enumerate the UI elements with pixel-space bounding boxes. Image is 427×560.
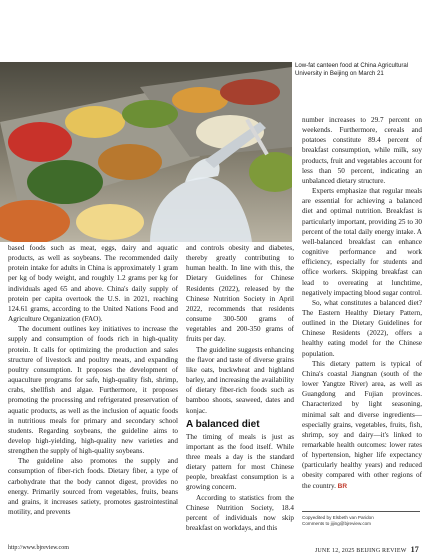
footer-issue [315, 545, 419, 554]
paragraph: based foods such as meat, eggs, dairy and aquatic products, as well as soybeans. The recommended daily protein intake for adults in China is approximately 1 gram per kg of body weight, and roughly 1.2 grams per kg for individuals aged 65 and above. China's daily supply of protein per capita overtook the U.S. in 2021, reaching 124.61 grams, according to the United Nations Food and Agriculture Organization (FAO). [8, 244, 178, 324]
end-mark: BR [337, 482, 348, 490]
paragraph: The guideline suggests enhancing the flavor and taste of diverse grains like oats, buckwheat and highland barley, and increasing the availability of dietary fiber-rich foods such as bamboo shoots, seaweed, dates and konjac. [186, 345, 294, 415]
paragraph: According to statistics from the Chinese Nutrition Society, 18.4 percent of individuals now skip breakfast on workdays, and this [186, 493, 294, 533]
page-footer [8, 545, 419, 555]
canteen-food-illustration [0, 62, 292, 242]
article-column-3 [302, 115, 422, 492]
photo-caption [295, 62, 423, 77]
canteen-photo [0, 62, 292, 242]
section-heading: A balanced diet [186, 418, 260, 430]
issue-date: JUNE 12, 2025 BEIJING REVIEW [314, 548, 407, 554]
paragraph: Experts emphasize that regular meals are essential for achieving a balanced diet and optimal nutrition. Breakfast is particularly important, providing 25 to 30 percent of the total daily energy intake. A well-balanced breakfast can enhance cognitive performance and work efficiency, especially for students and office workers. Skipping breakfast can lead to overeating at lunchtime, negatively impacting blood sugar control. [302, 187, 422, 297]
paragraph: The document outlines key initiatives to increase the supply and consumption of foods rich in high-quality protein. It calls for optimizing the production and sales structure of livestock and poultry meats, and expanding poultry consumption. It proposes the development of aquaculture programs for safe, high-quality fish, shrimp, crabs, shellfish and algae. Furthermore, it proposes promoting the processing and refrigerated preservation of aquatic products, as well as the inclusion of aquatic foods in nutritious meals for primary and secondary school students. Regarding soybeans, the guideline aims to develop high-yielding, high-quality new varieties and strengthen the supply of high-quality soybeans. [8, 325, 178, 456]
photo-caption-text: Low-fat canteen food at China Agricultural University in Beijing on March 21 [295, 62, 409, 77]
comments-email[interactable]: Comments to jijing@bjreview.com [302, 521, 371, 527]
paragraph [302, 359, 422, 492]
paragraph: The guideline also promotes the supply and consumption of fiber-rich foods. Dietary fiber, a type of carbohydrate that the body cannot digest, provides no energy. Primarily sourced from vegetables, fruits, beans and grains, it increases satiety, promotes gastrointestinal motility, and prevents [8, 457, 178, 517]
article-column-2 [186, 243, 294, 533]
paragraph: and controls obesity and diabetes, thereby greatly contributing to human health. In line with this, the Dietary Guidelines for Chinese Residents (2022), released by the Chinese Nutrition Society in April 2022, recommends that residents consume 300-500 grams of vegetables and 200-350 grams of fruits per day. [186, 244, 294, 344]
footer-url[interactable]: http://www.bjreview.com [8, 545, 69, 551]
copyeditor-credit: Copyedited by Elsbeth van Paridon [302, 515, 374, 520]
paragraph: So, what constitutes a balanced diet? The Eastern Healthy Dietary Pattern, outlined in the Dietary Guidelines for Chinese Residents (2022), offers a healthy eating model for the Chinese population. [302, 298, 422, 358]
page-number: 17 [410, 545, 419, 554]
paragraph-text: This dietary pattern is typical of China's coastal Jiangnan (south of the lower Yangtze River) area, as well as Guangdong and Fujian provinces. Characterized by light seasoning, minimal salt and diverse ingredients—especially grains, vegetables, fruits, fish, shrimp, soy and dairy—it's linked to remarkable health outcomes: lower rates of hypertension, higher life expectancy (particularly healthy years) and reduced obesity compared with other regions of the country. [302, 359, 422, 490]
article-column-1 [8, 243, 178, 517]
paragraph: The timing of meals is just as important as the food itself. While three meals a day is the standard dietary pattern for most Chinese people, breakfast consumption is a growing concern. [186, 432, 294, 492]
paragraph: number increases to 29.7 percent on weekends. Furthermore, cereals and potatoes constitute 89.4 percent of breakfast consumption, while milk, soy products, fruit and vegetables account for less than 50 percent, indicating an unbalanced dietary structure. [302, 116, 422, 185]
copyright-box [302, 511, 420, 528]
